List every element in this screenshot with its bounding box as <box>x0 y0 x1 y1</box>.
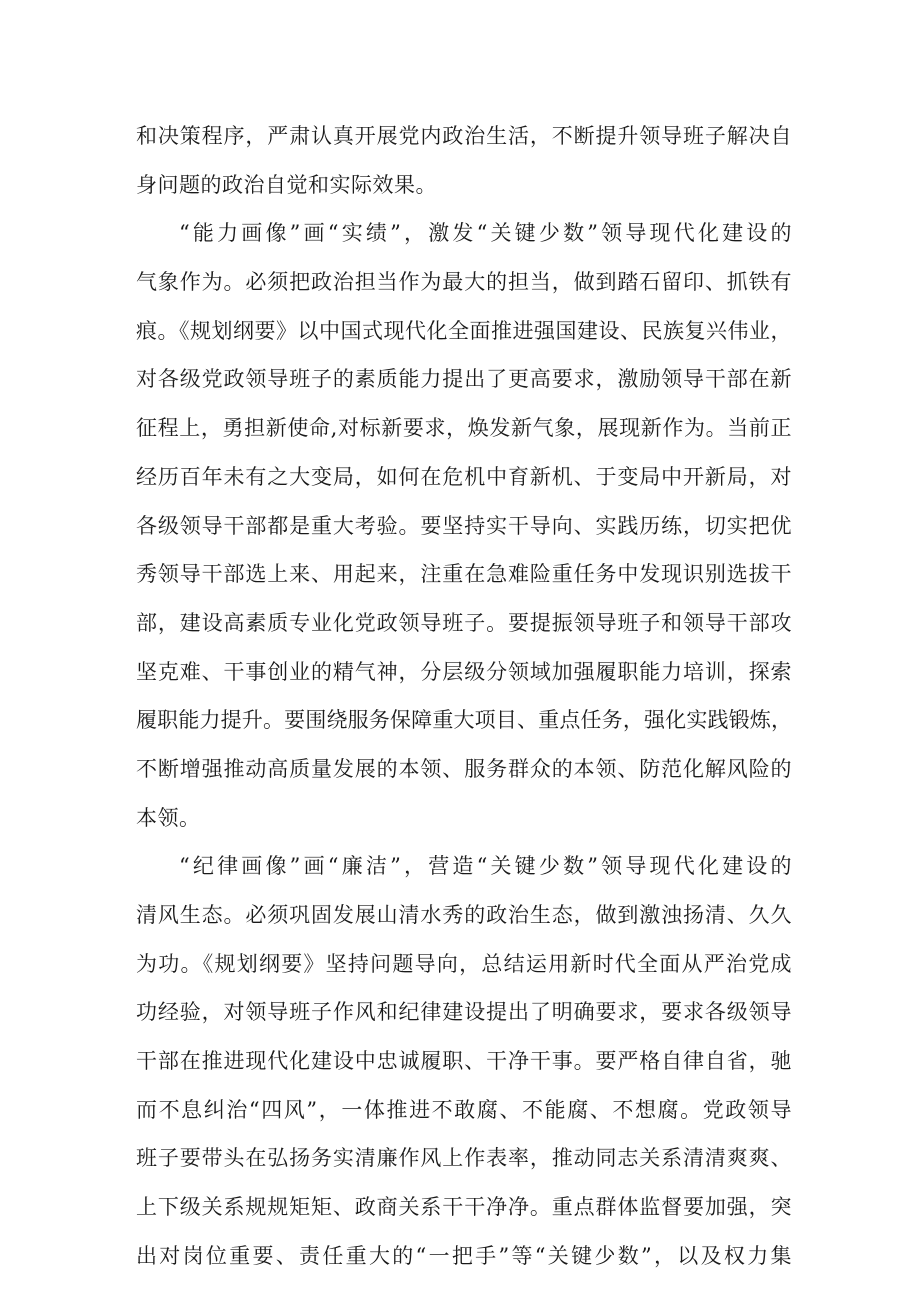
paragraph-3-line-1: “纪律画像”画“廉洁”，营造“关键少数”领导现代化建设的 <box>179 854 792 879</box>
paragraph-2-line-9: 部，建设高素质专业化党政领导班子。要提振领导班子和领导干部攻 <box>136 610 792 635</box>
document-body <box>136 112 792 1281</box>
paragraph-2-line-6: 经历百年未有之大变局，如何在危机中育新机、于变局中开新局，对 <box>136 464 792 489</box>
paragraph-2-line-2: 气象作为。必须把政治担当作为最大的担当，做到踏石留印、抓铁有 <box>136 270 792 295</box>
paragraph-2-line-4: 对各级党政领导班子的素质能力提出了更高要求，激励领导干部在新 <box>136 367 792 392</box>
paragraph-2-line-8: 秀领导干部选上来、用起来，注重在急难险重任务中发现识别选拔干 <box>136 562 792 587</box>
paragraph-3-line-9: 出对岗位重要、责任重大的“一把手”等“关键少数”，以及权力集 <box>136 1243 792 1268</box>
paragraph-2-line-7: 各级领导干部都是重大考验。要坚持实干导向、实践历练，切实把优 <box>136 513 792 538</box>
paragraph-2-line-11: 履职能力提升。要围绕服务保障重大项目、重点任务，强化实践锻炼， <box>136 708 792 733</box>
paragraph-2-line-1: “能力画像”画“实绩”，激发“关键少数”领导现代化建设的 <box>179 221 792 246</box>
paragraph-3-line-3: 为功。《规划纲要》坚持问题导向，总结运用新时代全面从严治党成 <box>136 951 792 976</box>
paragraph-3-line-2: 清风生态。必须巩固发展山清水秀的政治生态，做到激浊扬清、久久 <box>136 903 792 927</box>
paragraph-1-line-2: 身问题的政治自觉和实际效果。 <box>136 172 437 197</box>
paragraph-2-line-10: 坚克难、干事创业的精气神，分层级分领域加强履职能力培训，探索 <box>136 659 792 684</box>
paragraph-2-line-3: 痕。《规划纲要》以中国式现代化全面推进强国建设、民族复兴伟业， <box>136 318 792 343</box>
paragraph-3-line-6: 而不息纠治“四风”，一体推进不敢腐、不能腐、不想腐。党政领导 <box>136 1097 792 1122</box>
paragraph-3-line-4: 功经验，对领导班子作风和纪律建设提出了明确要求，要求各级领导 <box>136 1000 792 1025</box>
paragraph-2-line-12: 不断增强推动高质量发展的本领、服务群众的本领、防范化解风险的 <box>136 756 792 781</box>
paragraph-3-line-5: 干部在推进现代化建设中忠诚履职、干净干事。要严格自律自省，驰 <box>136 1049 792 1074</box>
paragraph-3-line-8: 上下级关系规规矩矩、政商关系干干净净。重点群体监督要加强，突 <box>136 1195 792 1220</box>
paragraph-2-line-5: 征程上，勇担新使命,对标新要求，焕发新气象，展现新作为。当前正 <box>136 416 792 441</box>
paragraph-2-line-13: 本领。 <box>136 805 201 830</box>
paragraph-3-line-7: 班子要带头在弘扬务实清廉作风上作表率，推动同志关系清清爽爽、 <box>136 1146 792 1171</box>
paragraph-1-line-1: 和决策程序，严肃认真开展党内政治生活，不断提升领导班子解决自 <box>136 124 792 148</box>
